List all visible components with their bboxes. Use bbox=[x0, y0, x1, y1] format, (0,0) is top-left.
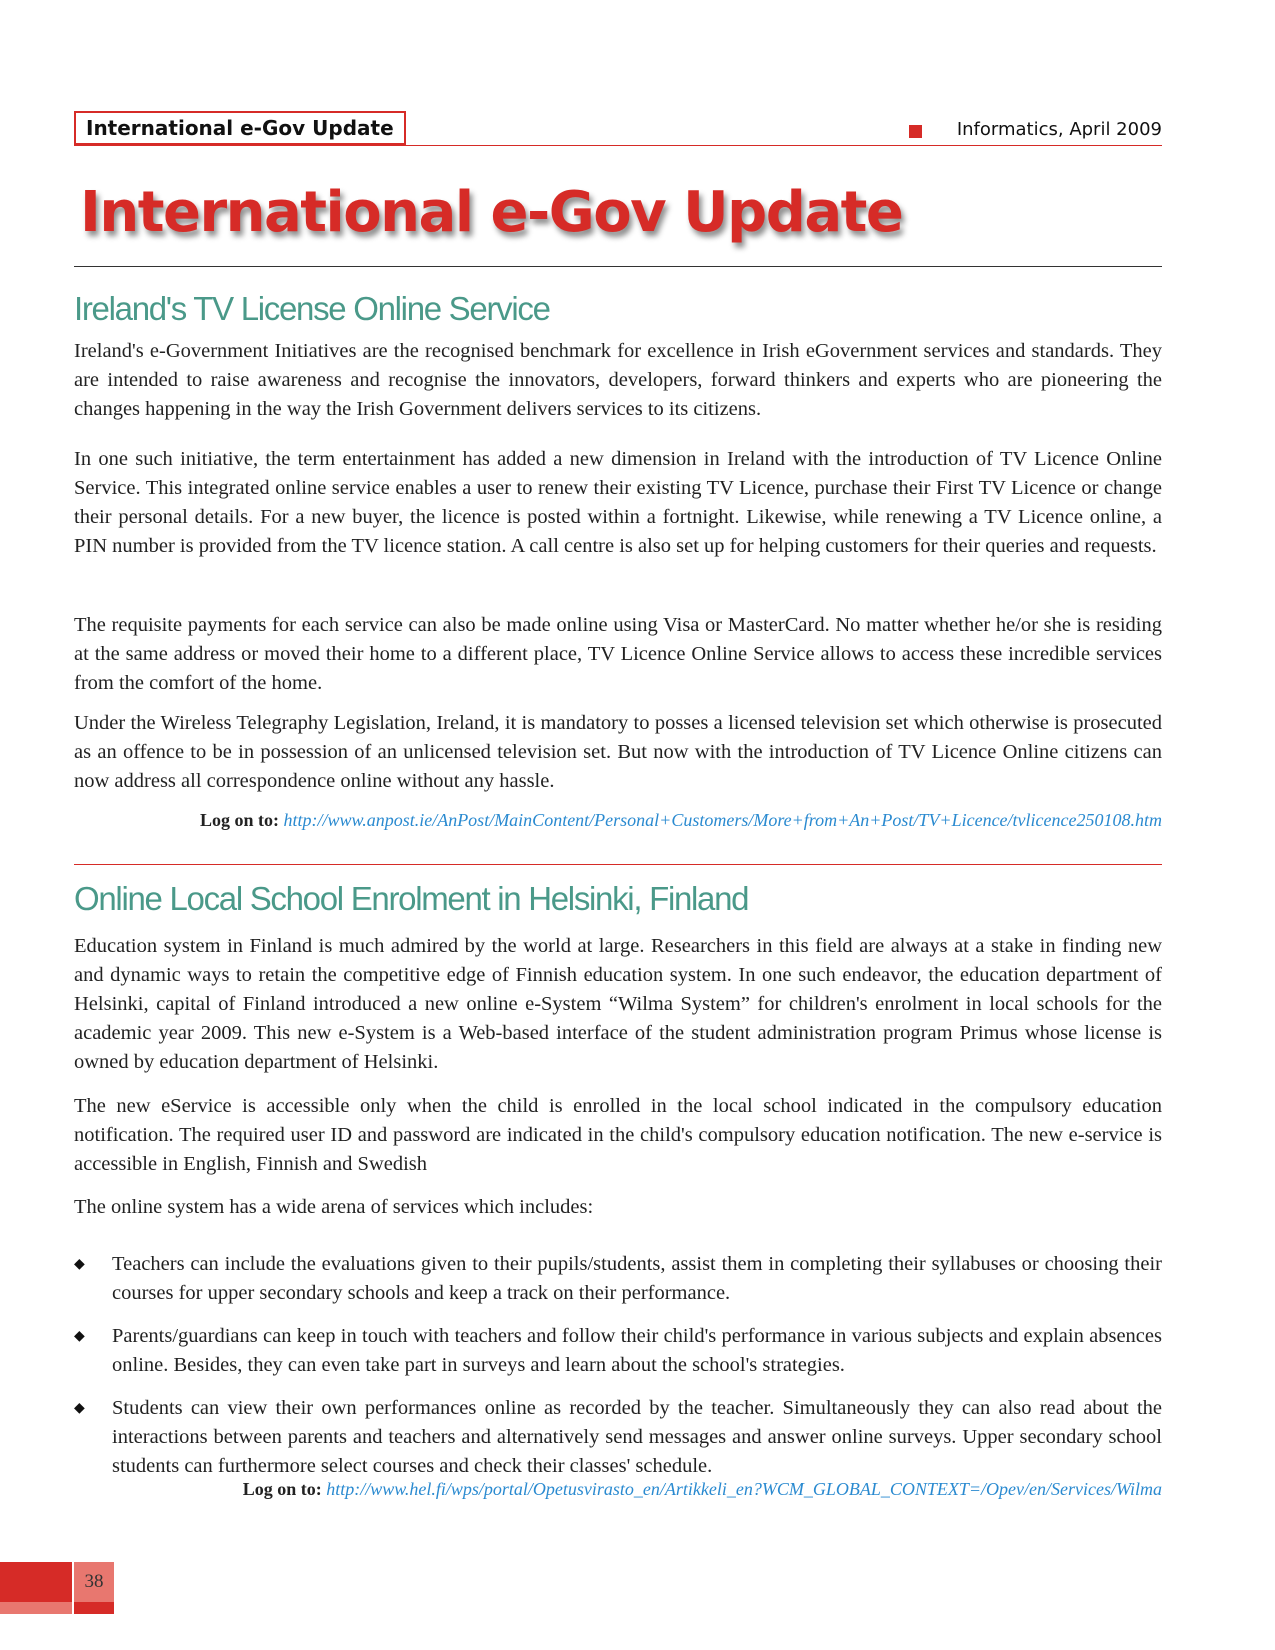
header-rule bbox=[74, 145, 1162, 146]
footer-decoration bbox=[74, 1602, 114, 1614]
bullet-text: Parents/guardians can keep in touch with teachers and follow their child's performance in various subjects and explain absences online. Besides, they can even take part in surveys and learn about the school's strategies. bbox=[112, 1325, 1162, 1376]
list-item bbox=[74, 1250, 1162, 1308]
helsinki-paragraph-1: Education system in Finland is much admired by the world at large. Researchers in this field are always at a stake in finding new and dynamic ways to retain the competitive edge of Finnish education system. In one such endeavor, the education department of Helsinki, capital of Finland introduced a new online e-System “Wilma System” for children's enrolment in local schools for the academic year 2009. This new e-System is a Web-based interface of the student administration program Primus whose license is owned by education department of Helsinki. bbox=[74, 935, 1162, 1073]
page-title: International e-Gov Update bbox=[80, 180, 903, 245]
ireland-paragraph-2: In one such initiative, the term entertainment has added a new dimension in Ireland with the introduction of TV Licence Online Service. This integrated online service enables a user to renew their existing TV Licence, purchase their First TV Licence or change their personal details. For a new buyer, the licence is posted within a fortnight. Likewise, while renewing a TV Licence online, a PIN number is provided from the TV licence station. A call centre is also set up for helping customers for their queries and requests. bbox=[74, 448, 1162, 557]
bullet-text: Students can view their own performances online as recorded by the teacher. Simultaneously they can also read about the interactions between parents and teachers and alternatively send messages and answer online surveys. Upper secondary school students can furthermore select courses and check their classes' schedule. bbox=[112, 1397, 1162, 1477]
ireland-logon bbox=[200, 809, 1162, 831]
footer-decoration bbox=[0, 1562, 72, 1602]
ireland-paragraph-4: Under the Wireless Telegraphy Legislation, Ireland, it is mandatory to posses a licensed television set which otherwise is prosecuted as an offence to be in possession of an unlicensed television set. But now with the introduction of TV Licence Online citizens can now address all correspondence online without any hassle. bbox=[74, 712, 1162, 792]
section-divider bbox=[74, 864, 1162, 865]
ireland-logon-link[interactable]: http://www.anpost.ie/AnPost/MainContent/Personal+Customers/More+from+An+Post/TV+Licence/tvlicence250108.htm bbox=[283, 810, 1162, 830]
header-square-marker bbox=[909, 125, 922, 138]
helsinki-logon bbox=[243, 1478, 1162, 1500]
diamond-bullet-icon: ◆ bbox=[74, 1329, 85, 1344]
section-heading-helsinki: Online Local School Enrolment in Helsinki, Finland bbox=[74, 880, 749, 917]
issue-label: Informatics, April 2009 bbox=[956, 119, 1162, 140]
bullet-text: Teachers can include the evaluations given to their pupils/students, assist them in completing their syllabuses or choosing their courses for upper secondary schools and keep a track on their performance. bbox=[112, 1253, 1162, 1304]
helsinki-logon-link[interactable]: http://www.hel.fi/wps/portal/Opetusvirasto_en/Artikkeli_en?WCM_GLOBAL_CONTEXT=/Opev/en/Services/Wilma bbox=[326, 1479, 1162, 1499]
helsinki-paragraph-2: The new eService is accessible only when the child is enrolled in the local school indicated in the compulsory education notification. The required user ID and password are indicated in the child's compulsory education notification. The new e-service is accessible in English, Finnish and Swedish bbox=[74, 1095, 1162, 1175]
helsinki-paragraph-3: The online system has a wide arena of services which includes: bbox=[74, 1196, 594, 1218]
diamond-bullet-icon: ◆ bbox=[74, 1401, 85, 1416]
footer-decoration bbox=[0, 1602, 72, 1614]
ireland-paragraph-3: The requisite payments for each service can also be made online using Visa or MasterCard. No matter whether he/or she is residing at the same address or moved their home to a different place, TV Licence Online Service allows to access these incredible services from the comfort of the home. bbox=[74, 614, 1162, 694]
services-bullet-list bbox=[74, 1250, 1162, 1495]
running-header-tag: International e-Gov Update bbox=[74, 111, 406, 145]
section-heading-ireland: Ireland's TV License Online Service bbox=[74, 290, 550, 327]
diamond-bullet-icon: ◆ bbox=[74, 1257, 85, 1272]
logon-label: Log on to: bbox=[242, 1479, 322, 1499]
title-rule bbox=[74, 266, 1162, 267]
ireland-paragraph-1: Ireland's e-Government Initiatives are the recognised benchmark for excellence in Irish eGovernment services and standards. They are intended to raise awareness and recognise the innovators, developers, forward thinkers and experts who are pioneering the changes happening in the way the Irish Government delivers services to its citizens. bbox=[74, 340, 1162, 420]
page-number: 38 bbox=[84, 1571, 104, 1592]
logon-label: Log on to: bbox=[200, 810, 280, 830]
list-item bbox=[74, 1322, 1162, 1380]
list-item bbox=[74, 1394, 1162, 1481]
